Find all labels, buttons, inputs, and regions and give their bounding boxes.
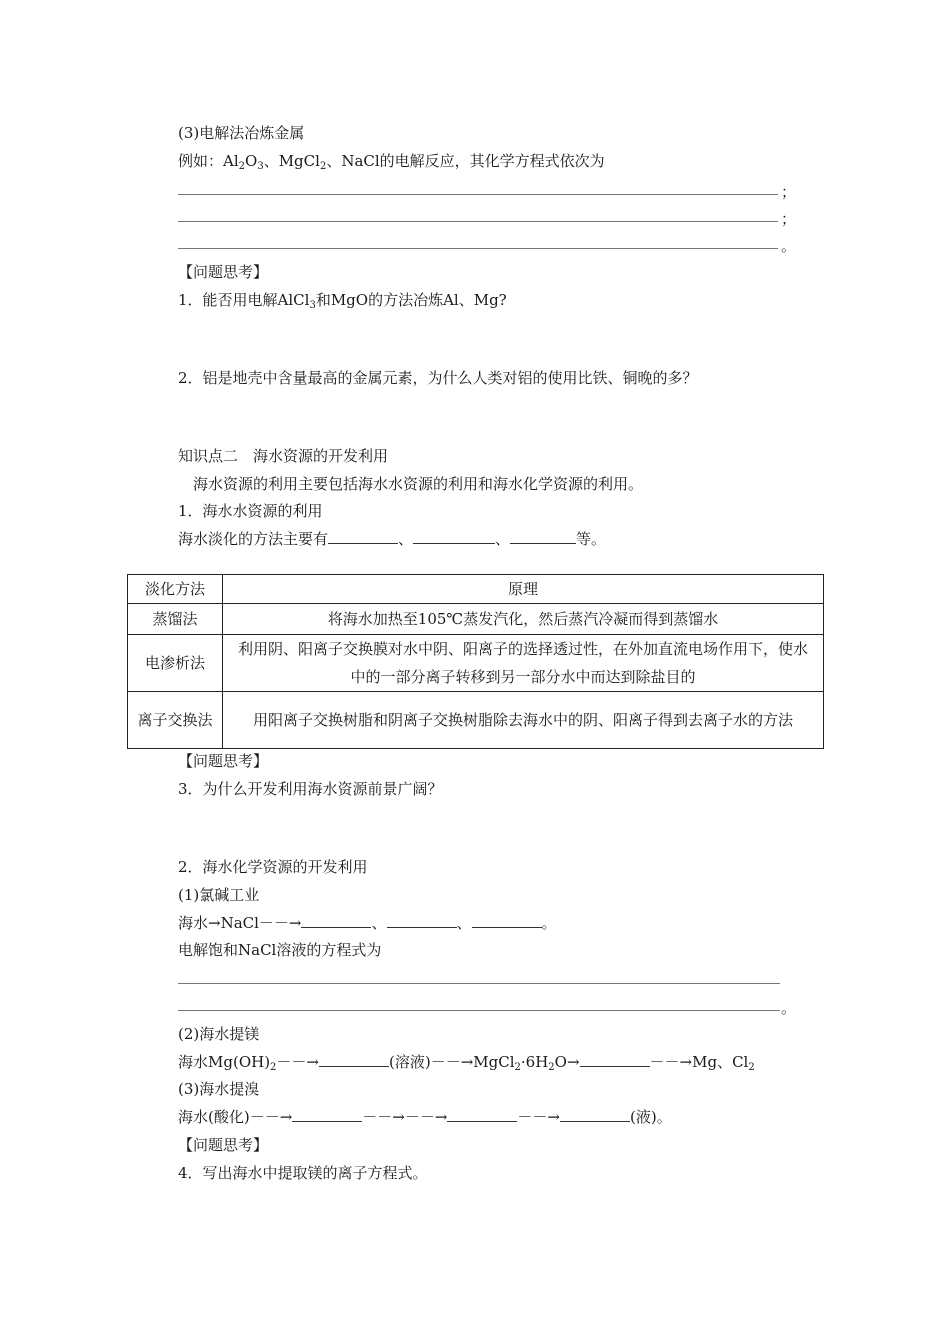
table-cell-method: 蒸馏法	[128, 604, 223, 635]
think-label-1: 【问题思考】	[178, 263, 269, 281]
blank-mg-2[interactable]	[580, 1052, 650, 1067]
think-label-2: 【问题思考】	[178, 752, 269, 770]
table-row	[128, 635, 824, 692]
table-header: 淡化方法	[128, 575, 223, 604]
question-2: 2．铝是地壳中含量最高的金属元素，为什么人类对铝的使用比铁、铜晚的多？	[178, 369, 698, 387]
blank-product-3[interactable]	[472, 913, 542, 928]
blank-method-1[interactable]	[328, 529, 398, 544]
desalination-table	[127, 574, 824, 749]
answer-line-5[interactable]	[178, 1010, 780, 1011]
table-cell-principle: 将海水加热至105℃蒸发汽化，然后蒸汽冷凝而得到蒸馏水	[223, 604, 824, 635]
blank-br-3[interactable]	[560, 1107, 630, 1122]
table-cell-principle: 用阳离子交换树脂和阴离子交换树脂除去海水中的阴、阳离子得到去离子水的方法	[223, 692, 824, 749]
section3-example: 例如：$Al_2O_3$、MgCl$_2$、NaCl的电解反应，其化学方程式依次为	[178, 152, 605, 172]
blank-method-2[interactable]	[413, 529, 495, 544]
table-row	[128, 604, 824, 635]
table-header-row	[128, 575, 824, 604]
answer-line-3[interactable]	[178, 248, 778, 249]
table-header: 原理	[223, 575, 824, 604]
answer-line-1[interactable]	[178, 194, 778, 195]
knowledge2-title: 知识点二 海水资源的开发利用	[178, 447, 389, 465]
question-1: 1．能否用电解AlCl$_3$和MgO的方法冶炼Al、Mg?	[178, 291, 507, 311]
chlor-alkali-flow: 海水→NaCl－－→ 、 、 。	[178, 914, 557, 932]
knowledge2-intro: 海水资源的利用主要包括海水水资源的利用和海水化学资源的利用。	[193, 475, 644, 493]
table-row	[128, 692, 824, 749]
magnesium-flow: 海水$Mg(OH)_2--\to$ (溶液)$--\to MgCl_2\cdot 6H_2O\to --\to Mg$、$Cl_2$	[178, 1053, 755, 1073]
answer-end-5: 。	[781, 999, 797, 1017]
answer-line-4[interactable]	[178, 983, 780, 984]
blank-br-2[interactable]	[447, 1107, 517, 1122]
answer-end-2: ；	[781, 210, 797, 228]
subsection-2-title: 2．海水化学资源的开发利用	[178, 858, 368, 876]
blank-br-1[interactable]	[292, 1107, 362, 1122]
think-label-3: 【问题思考】	[178, 1136, 269, 1154]
magnesium-title: (2)海水提镁	[178, 1025, 260, 1043]
blank-mg-1[interactable]	[319, 1052, 389, 1067]
bromine-title: (3)海水提溴	[178, 1080, 260, 1098]
chlor-alkali-title: (1)氯碱工业	[178, 886, 260, 904]
electrolysis-prompt: 电解饱和NaCl溶液的方程式为	[178, 941, 382, 959]
blank-product-2[interactable]	[387, 913, 457, 928]
table-cell-method: 离子交换法	[128, 692, 223, 749]
section3-heading: (3)电解法冶炼金属	[178, 124, 305, 142]
subsection-1-title: 1．海水水资源的利用	[178, 502, 323, 520]
table-cell-method: 电渗析法	[128, 635, 223, 692]
answer-end-3: 。	[781, 237, 797, 255]
answer-end-1: ；	[781, 183, 797, 201]
question-4: 4．写出海水中提取镁的离子方程式。	[178, 1164, 428, 1182]
blank-method-3[interactable]	[510, 529, 576, 544]
table-cell-principle: 利用阴、阳离子交换膜对水中阴、阳离子的选择透过性，在外加直流电场作用下，使水中的一部分离子转移到另一部分水中而达到除盐目的	[223, 635, 824, 692]
answer-line-2[interactable]	[178, 221, 778, 222]
bromine-flow: 海水(酸化)－－→ －－→－－→ －－→ (液)。	[178, 1108, 672, 1126]
blank-product-1[interactable]	[301, 913, 371, 928]
desalination-methods: 海水淡化的方法主要有 、 、 等。	[178, 530, 607, 548]
question-3: 3．为什么开发利用海水资源前景广阔？	[178, 780, 443, 798]
